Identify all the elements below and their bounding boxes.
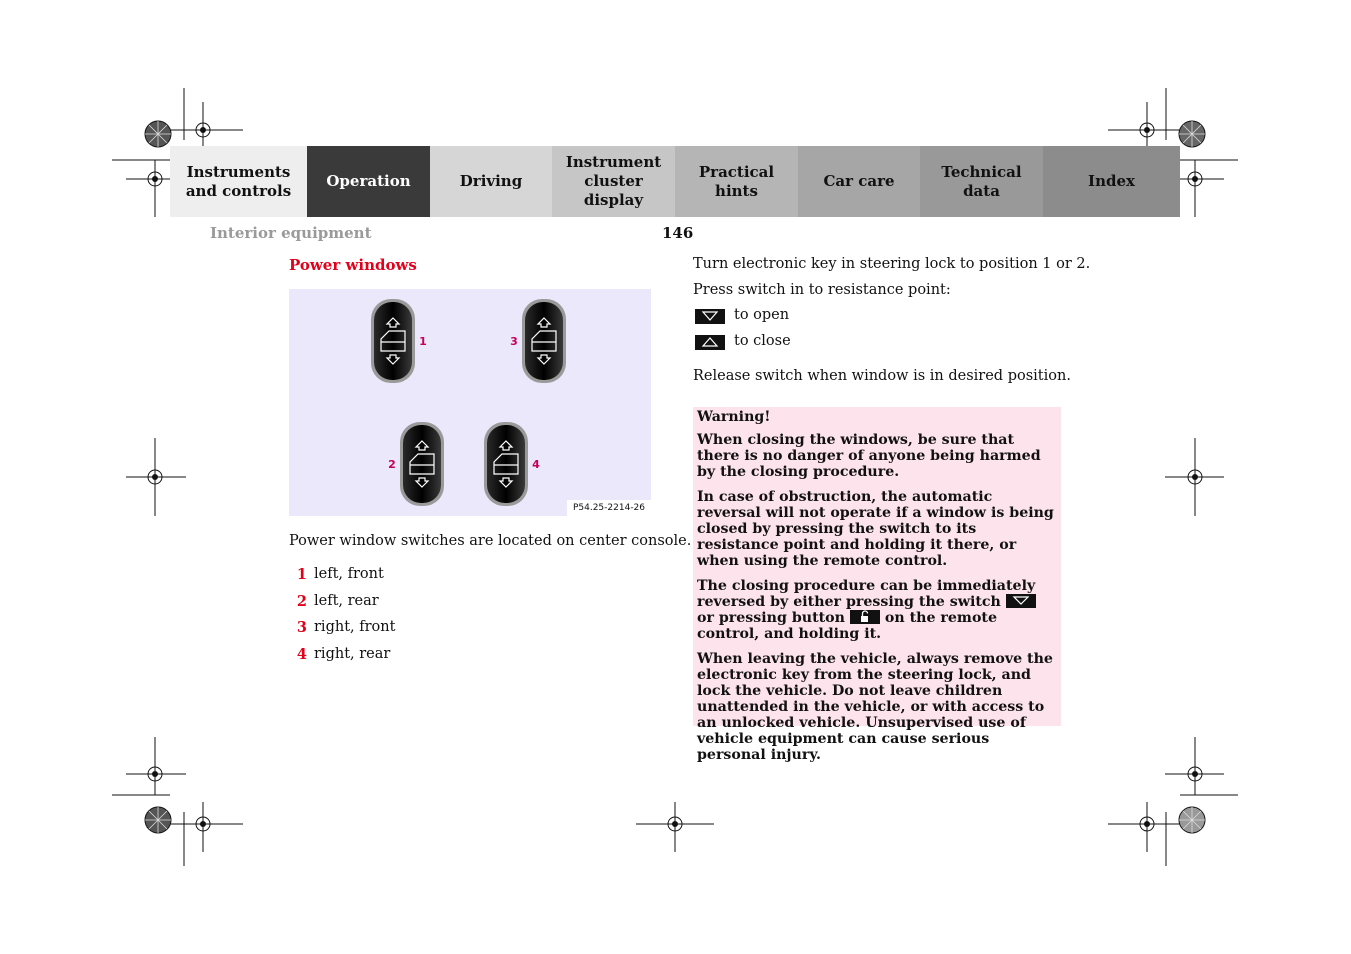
warning-paragraph: When leaving the vehicle, always remove the electronic key from the steering lock, and lock the vehicle. Do not leave children unattended in the vehicle, or with access to an unlocked vehicle. Unsupervised use of vehicle equipment can cause serious personal injury. — [697, 651, 1053, 763]
switch-number-label: 3 — [510, 335, 518, 348]
warning-text: or pressing button — [697, 610, 845, 626]
window-switch — [400, 422, 444, 506]
instruction-release-switch: Release switch when window is in desired position. — [693, 368, 1071, 384]
tab-label: Car care — [823, 172, 895, 190]
warning-paragraph: When closing the windows, be sure that there is no danger of anyone being harmed by the closing procedure. — [697, 432, 1041, 480]
close-switch-icon — [695, 335, 725, 350]
switch-number-label: 1 — [419, 335, 427, 348]
tab-practical-hints[interactable] — [675, 146, 798, 217]
legend-item — [289, 566, 589, 586]
legend-text: left, front — [314, 566, 384, 582]
tab-label: Practical hints — [698, 162, 775, 200]
instruction-key-position: Turn electronic key in steering lock to position 1 or 2. — [693, 256, 1091, 272]
legend-item — [289, 646, 589, 666]
figure-caption: Power window switches are located on center console. — [289, 533, 692, 549]
warning-paragraph: In case of obstruction, the automatic reversal will not operate if a window is being closed by pressing the switch to its resistance point and holding it there, or when using the remote control. — [697, 489, 1054, 569]
tab-instruments-and-controls[interactable] — [170, 146, 307, 217]
tab-index[interactable] — [1043, 146, 1180, 217]
tab-label: Instruments and controls — [185, 162, 292, 200]
tab-technical-data[interactable] — [920, 146, 1043, 217]
open-switch-icon — [1006, 594, 1036, 608]
switch-number-label: 2 — [388, 458, 396, 471]
warning-paragraph-reversal — [697, 578, 1055, 642]
legend-number: 2 — [296, 593, 307, 610]
tab-label: Instrument cluster display — [565, 153, 662, 209]
window-switch — [371, 299, 415, 383]
open-switch-icon — [695, 309, 725, 324]
window-switch — [522, 299, 566, 383]
tab-label: Operation — [326, 172, 411, 190]
legend-list — [289, 566, 649, 676]
remote-unlock-icon — [850, 610, 880, 624]
tab-instrument-cluster-display[interactable] — [552, 146, 675, 217]
tab-operation[interactable] — [307, 146, 430, 217]
warning-box — [693, 407, 1061, 763]
legend-text: right, rear — [314, 646, 391, 662]
legend-number: 3 — [296, 619, 307, 636]
warning-text: on the remote control, and holding it. — [697, 610, 997, 642]
warning-title: Warning! — [697, 409, 771, 425]
section-heading: Power windows — [289, 256, 417, 274]
tab-driving[interactable] — [430, 146, 552, 217]
tab-label: Driving — [459, 172, 523, 190]
tab-car-care[interactable] — [798, 146, 920, 217]
open-label: to open — [734, 307, 790, 323]
close-label: to close — [734, 333, 791, 349]
section-label: Interior equipment — [210, 224, 372, 242]
instruction-press-switch: Press switch in to resistance point: — [693, 282, 951, 298]
window-switch — [484, 422, 528, 506]
legend-item — [289, 619, 589, 639]
power-window-switches-figure — [289, 289, 651, 516]
legend-number: 4 — [296, 646, 307, 663]
chapter-tabs — [170, 146, 1180, 217]
switch-panel-illustration — [289, 289, 651, 516]
switch-number-label: 4 — [532, 458, 540, 471]
legend-text: right, front — [314, 619, 396, 635]
legend-number: 1 — [296, 566, 307, 583]
figure-code: P54.25-2214-26 — [567, 500, 651, 516]
legend-item — [289, 593, 589, 613]
tab-label: Index — [1088, 172, 1135, 190]
page-number: 146 — [662, 224, 694, 242]
tab-label: Technical data — [941, 162, 1022, 200]
warning-text: The closing procedure can be immediately reversed by either pressing the switch — [697, 578, 1036, 610]
legend-text: left, rear — [314, 593, 379, 609]
